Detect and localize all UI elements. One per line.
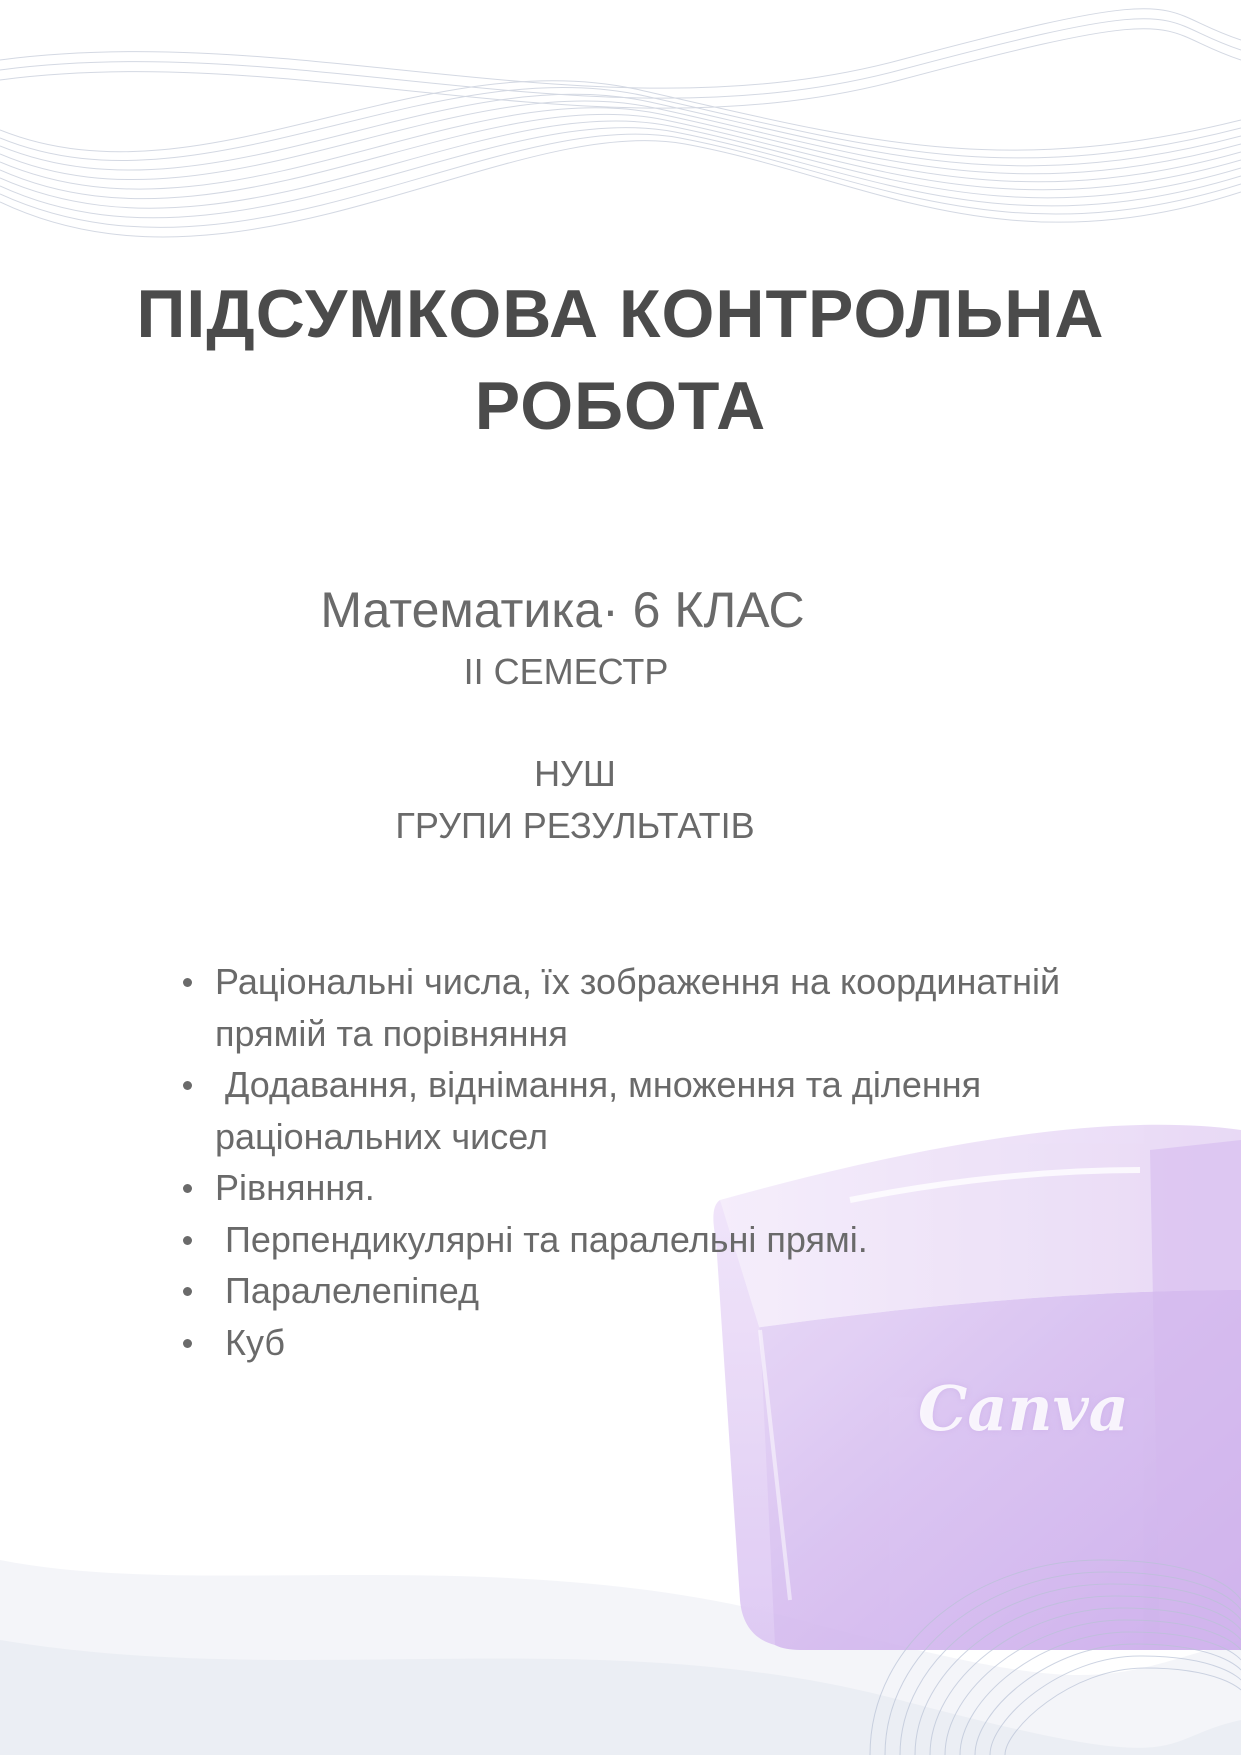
topics-list — [178, 956, 1078, 1368]
list-item: Раціональні числа, їх зображення на координатній прямій та порівняння — [178, 956, 1078, 1059]
title-line-2: РОБОТА — [474, 368, 767, 444]
list-item: Куб — [178, 1317, 1078, 1369]
list-item: Додавання, віднімання, множення та ділення раціональних чисел — [178, 1059, 1078, 1162]
top-wave-lines — [0, 9, 1241, 237]
canva-watermark: Canva — [918, 1372, 1129, 1445]
results-groups-heading: ГРУПИ РЕЗУЛЬТАТІВ — [395, 805, 755, 846]
list-item: Перпендикулярні та паралельні прямі. — [178, 1214, 1078, 1266]
page-title — [0, 268, 1241, 452]
subject-grade: Математика· 6 КЛАС — [320, 582, 805, 638]
list-item: Рівняння. — [178, 1162, 1078, 1214]
nush-label: НУШ — [534, 753, 616, 794]
title-line-1: ПІДСУМКОВА КОНТРОЛЬНА — [136, 276, 1105, 352]
list-item: Паралелепіпед — [178, 1265, 1078, 1317]
semester: ІІ СЕМЕСТР — [463, 651, 669, 692]
